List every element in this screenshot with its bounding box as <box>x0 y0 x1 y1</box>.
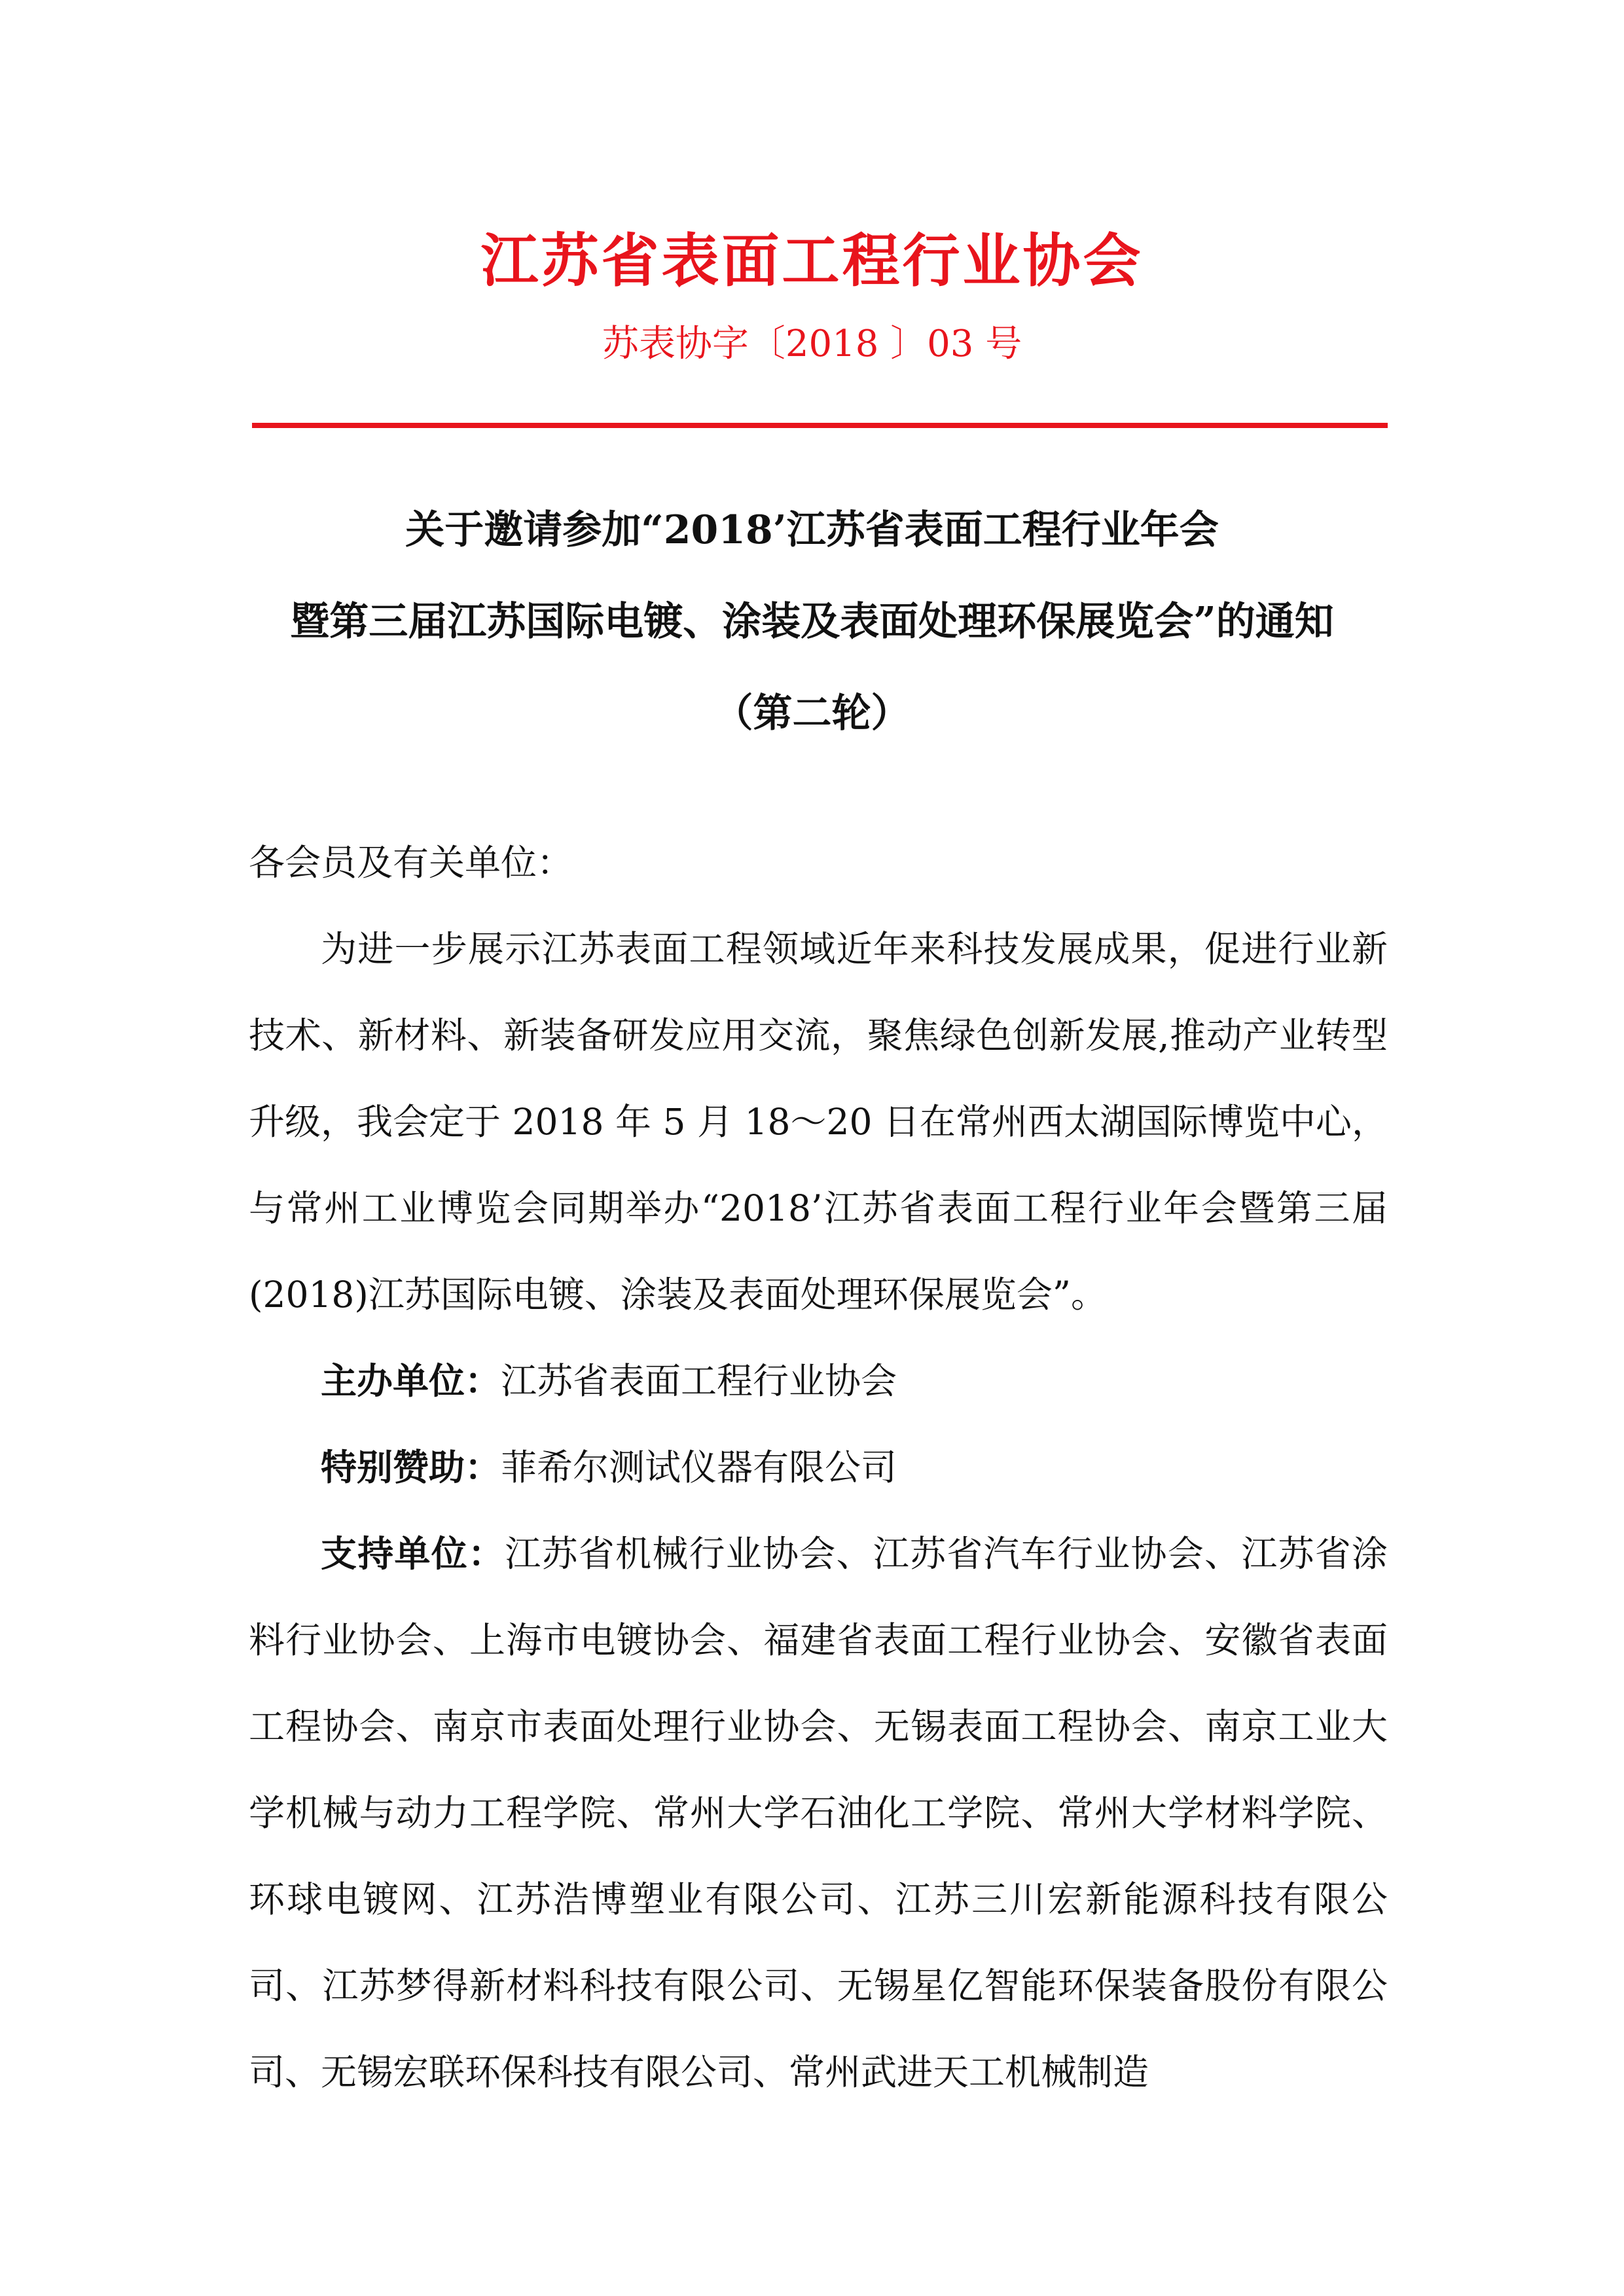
host-label: 主办单位： <box>321 1359 501 1402</box>
organization-title: 江苏省表面工程行业协会 <box>480 226 1144 295</box>
supporters-label: 支持单位： <box>321 1532 505 1575</box>
notice-title-line-1: 关于邀请参加“2018’江苏省表面工程行业年会 <box>405 507 1219 553</box>
host-value: 江苏省表面工程行业协会 <box>501 1360 897 1402</box>
sponsor-value: 菲希尔测试仪器有限公司 <box>501 1446 897 1488</box>
document-number: 苏表协字〔2018 〕03 号 <box>602 323 1022 365</box>
notice-title-line-3: （第二轮） <box>713 691 911 736</box>
sponsor-paragraph <box>249 1424 1388 1511</box>
supporters-paragraph <box>249 1511 1388 2115</box>
sponsor-label: 特别赞助： <box>321 1446 501 1488</box>
red-divider-rule <box>252 423 1388 428</box>
supporters-value: 江苏省机械行业协会、江苏省汽车行业协会、江苏省涂料行业协会、上海市电镀协会、福建省表面工程行业协会、安徽省表面工程协会、南京市表面处理行业协会、无锡表面工程协会、南京工业大学机械与动力工程学院、常州大学石油化工学院、常州大学材料学院、环球电镀网、江苏浩博塑业有限公司、江苏三川宏新能源科技有限公司、江苏梦得新材料科技有限公司、无锡星亿智能环保装备股份有限公司、无锡宏联环保科技有限公司、常州武进天工机械制造 <box>249 1533 1388 2093</box>
notice-title-line-2: 暨第三届江苏国际电镀、涂装及表面处理环保展览会”的通知 <box>290 599 1334 645</box>
notice-body <box>249 819 1388 2115</box>
intro-paragraph: 为进一步展示江苏表面工程领域近年来科技发展成果，促进行业新技术、新材料、新装备研发应用交流，聚焦绿色创新发展,推动产业转型升级，我会定于 2018 年 5 月 18～20 日在常州西太湖国际博览中心，与常州工业博览会同期举办“2018’江苏省表面工程行业年会暨第三届(2018)江苏国际电镀、涂装及表面处理环保展览会”。 <box>249 928 1388 1316</box>
host-paragraph <box>249 1338 1388 1424</box>
salutation: 各会员及有关单位： <box>249 842 573 884</box>
notice-title <box>196 484 1428 759</box>
